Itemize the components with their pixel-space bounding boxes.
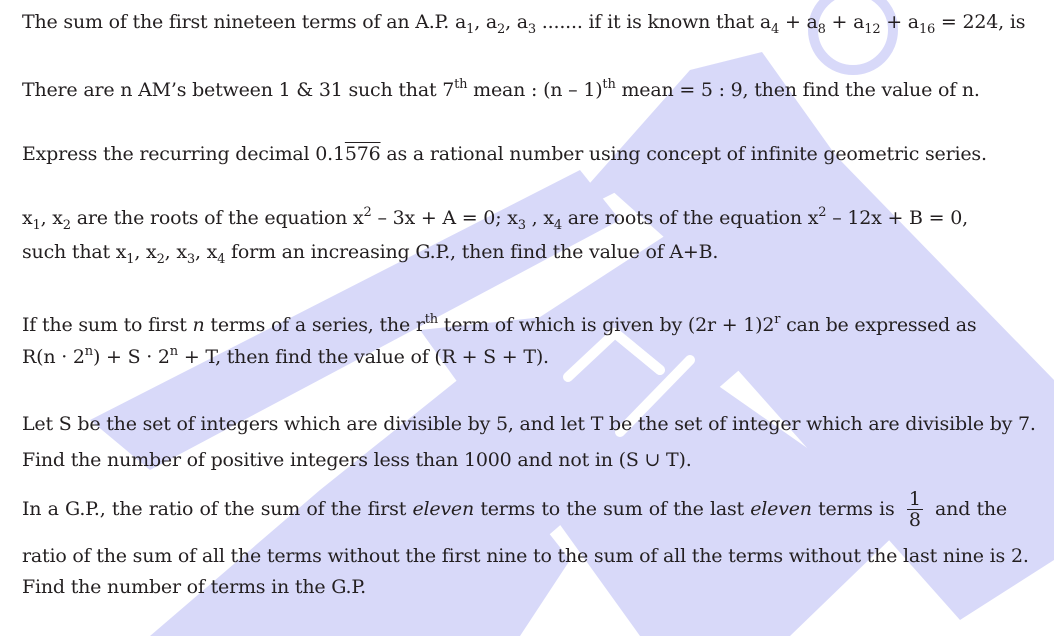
q6-text: Find the number of positive integers less than 1000 and not in (S ∪ T). (22, 449, 692, 471)
q4-text: , x (525, 207, 554, 229)
q1-text: , a (474, 11, 497, 33)
q2-text: mean : (n – 1) (467, 79, 603, 101)
q1-text: ....... if it is known that a (535, 11, 772, 33)
word: terms (818, 498, 873, 520)
word: the (330, 498, 362, 520)
superscript: n (169, 344, 178, 359)
superscript: th (602, 77, 616, 92)
superscript: n (84, 344, 93, 359)
question-7-line-1 (22, 487, 1007, 531)
word: In (22, 498, 42, 520)
q5-text: + T, then find the value of (R + S + T). (177, 346, 549, 368)
q5-text: If the sum to first (22, 314, 193, 336)
word: sum (260, 498, 301, 520)
question-2 (22, 78, 980, 102)
word: the (566, 498, 597, 520)
q4-text: , x (164, 241, 187, 263)
q4-text: form an increasing G.P., then find the value of A+B. (225, 241, 719, 263)
q5-text: ) + S · 2 (92, 346, 170, 368)
word: a (47, 498, 59, 520)
q5-text: term of which is given by (2r + 1)2 (437, 314, 775, 336)
q1-text: The sum of the first nineteen terms of an A.P. a (22, 11, 467, 33)
superscript: th (454, 77, 468, 92)
q4-text: x (22, 207, 33, 229)
word: of (648, 498, 667, 520)
q6-text: Let S be the set of integers which are divisible by 5, and let T be the set of integer which are divisible by 7. (22, 413, 1036, 435)
superscript: th (424, 312, 438, 327)
subscript: 8 (817, 22, 826, 37)
question-6-line-1 (22, 412, 1036, 436)
q1-text: , a (505, 11, 528, 33)
subscript: 4 (771, 22, 780, 37)
q4-text: , x (134, 241, 157, 263)
q3-text: as a rational number using concept of infinite geometric series. (380, 143, 987, 165)
superscript: 2 (363, 205, 372, 220)
question-5-line-2 (22, 345, 549, 369)
q2-text: There are n AM’s between 1 & 31 such that 7 (22, 79, 455, 101)
q1-text: = 224, is (935, 11, 1026, 33)
word: is (879, 498, 895, 520)
q4-text: – 3x + A = 0; x (371, 207, 518, 229)
word: eleven (412, 498, 475, 520)
question-5-line-1 (22, 313, 977, 337)
word: the (223, 498, 255, 520)
subscript: 2 (156, 252, 165, 267)
word: eleven (750, 498, 812, 520)
subscript: 3 (527, 22, 536, 37)
q7-text: ratio of the sum of all the terms without the first nine to the sum of all the terms without the last nine is 2. (22, 545, 1029, 567)
q2-text: mean = 5 : 9, then find the value of n. (615, 79, 980, 101)
q5-text: terms of a series, the r (204, 314, 425, 336)
word: of (306, 498, 325, 520)
word: ratio (148, 498, 194, 520)
subscript: 1 (466, 22, 475, 37)
word: to (541, 498, 561, 520)
subscript: 4 (217, 252, 226, 267)
q3-text: Express the recurring decimal 0.1 (22, 143, 345, 165)
question-6-line-2 (22, 448, 692, 472)
q7-text: Find the number of terms in the G.P. (22, 576, 366, 598)
q1-text: + a (880, 11, 919, 33)
word: the (111, 498, 143, 520)
subscript: 16 (918, 22, 936, 37)
subscript: 4 (553, 218, 562, 233)
subscript: 1 (126, 252, 135, 267)
word: terms (480, 498, 536, 520)
subscript: 2 (62, 218, 71, 233)
word: sum (603, 498, 643, 520)
q4-text: , x (194, 241, 218, 263)
word: the (976, 498, 1007, 520)
q4-text: – 12x + B = 0, (826, 207, 968, 229)
q4-text: are roots of the equation x (561, 207, 819, 229)
fraction-one-eighth (907, 489, 923, 530)
superscript: 2 (818, 205, 827, 220)
subscript: 2 (497, 22, 506, 37)
subscript: 3 (186, 252, 195, 267)
question-4-line-2 (22, 240, 719, 267)
q1-text: + a (779, 11, 818, 33)
question-7-line-3 (22, 575, 366, 599)
question-4-line-1 (22, 205, 968, 233)
word: G.P., (65, 498, 106, 520)
recurring-digits: 576 (344, 143, 381, 165)
word: of (199, 498, 218, 520)
italic-variable: n (192, 314, 205, 336)
word: the (673, 498, 704, 520)
subscript: 12 (864, 22, 881, 37)
question-7-line-2 (22, 544, 1029, 568)
fraction-denominator: 8 (908, 508, 921, 531)
word: and (935, 498, 971, 520)
q1-text: + a (825, 11, 865, 33)
superscript: r (774, 312, 781, 327)
question-3 (22, 142, 987, 166)
question-1 (22, 10, 1026, 37)
q4-text: , x (40, 207, 63, 229)
subscript: 1 (32, 218, 41, 233)
q4-text: such that x (22, 241, 127, 263)
word: last (709, 498, 744, 520)
fraction-numerator: 1 (908, 487, 921, 510)
q5-text: R(n · 2 (22, 346, 85, 368)
q4-text: are the roots of the equation x (70, 207, 364, 229)
subscript: 3 (517, 218, 526, 233)
q5-text: can be expressed as (780, 314, 977, 336)
word: first (367, 498, 407, 520)
